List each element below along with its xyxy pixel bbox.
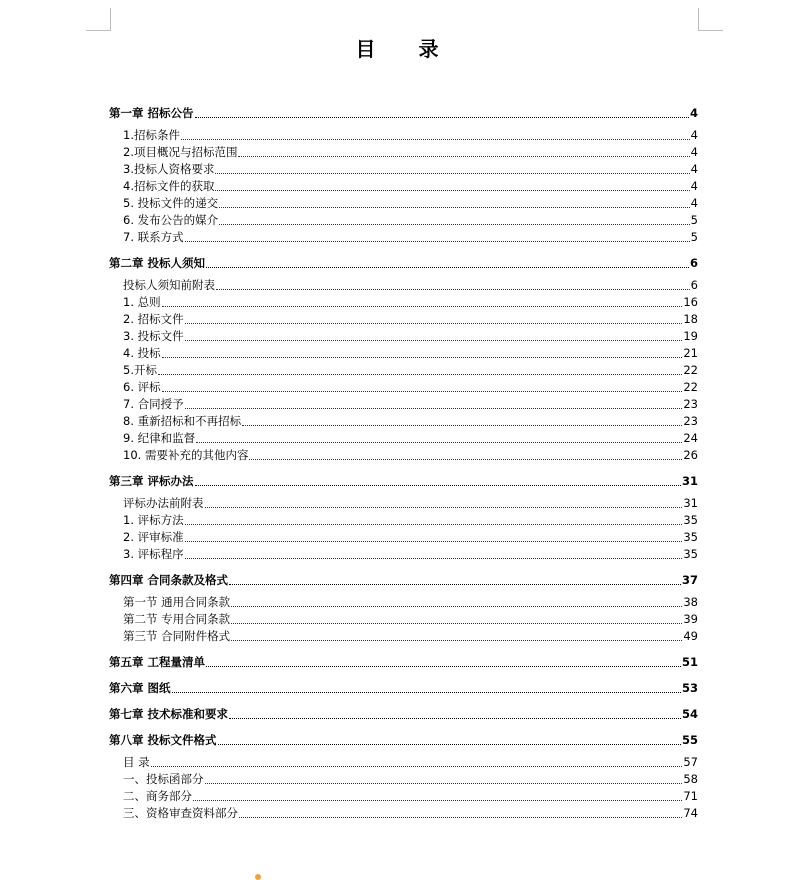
toc-page-number: 38 <box>683 595 698 609</box>
toc-page-number: 39 <box>683 612 698 626</box>
toc-entry-label: 5.开标 <box>123 363 157 377</box>
toc-page-number: 24 <box>683 431 698 445</box>
toc-entry-label: 第三章 评标办法 <box>109 474 194 488</box>
toc-page-number: 4 <box>690 179 698 193</box>
toc-section-row[interactable] <box>109 787 698 804</box>
toc-entry-label: 投标人须知前附表 <box>123 278 215 292</box>
toc-section-row[interactable] <box>109 327 698 344</box>
dot-leader <box>206 666 681 667</box>
toc-entry-label: 9. 纪律和监督 <box>123 431 196 445</box>
page-corner-mark-right <box>698 8 723 31</box>
dot-leader <box>218 744 681 745</box>
dot-leader <box>205 507 683 508</box>
dot-leader <box>195 485 681 486</box>
toc-entry-label: 2. 评审标准 <box>123 530 184 544</box>
dot-leader <box>185 323 683 324</box>
toc-page-number: 35 <box>683 547 698 561</box>
toc-page-number: 6 <box>689 256 698 270</box>
toc-page-number: 26 <box>683 448 698 462</box>
cursor-dot-icon <box>255 874 261 880</box>
toc-chapter-row[interactable] <box>109 571 698 588</box>
toc-entry-label: 2.项目概况与招标范围 <box>123 145 238 159</box>
toc-entry-label: 1.招标条件 <box>123 128 180 142</box>
toc-page-number: 23 <box>683 397 698 411</box>
toc-page-number: 53 <box>681 681 698 695</box>
toc-entry-label: 1. 总则 <box>123 295 161 309</box>
toc-page-number: 31 <box>681 474 698 488</box>
toc-page-number: 74 <box>683 806 698 820</box>
toc-entry-label: 第二章 投标人须知 <box>109 256 206 270</box>
toc-page-number: 16 <box>683 295 698 309</box>
dot-leader <box>162 306 683 307</box>
toc-entry-label: 二、商务部分 <box>123 789 192 803</box>
toc-entry-label: 第八章 投标文件格式 <box>109 733 217 747</box>
toc-entry-label: 三、资格审查资料部分 <box>123 806 238 820</box>
toc-entry-label: 1. 评标方法 <box>123 513 184 527</box>
toc-entry-label: 第二节 专用合同条款 <box>123 612 231 626</box>
toc-section-row[interactable] <box>109 545 698 562</box>
dot-leader <box>185 408 683 409</box>
toc-section-row[interactable] <box>109 804 698 821</box>
dot-leader <box>231 623 682 624</box>
dot-leader <box>158 374 682 375</box>
toc-section-row[interactable] <box>109 528 698 545</box>
toc-page-number: 6 <box>690 278 698 292</box>
toc-page-number: 51 <box>681 655 698 669</box>
table-of-contents <box>109 104 698 821</box>
toc-chapter-row[interactable] <box>109 104 698 121</box>
toc-page-number: 55 <box>681 733 698 747</box>
dot-leader <box>181 139 690 140</box>
toc-entry-label: 第四章 合同条款及格式 <box>109 573 229 587</box>
toc-chapter-row[interactable] <box>109 254 698 271</box>
toc-chapter-row[interactable] <box>109 653 698 670</box>
toc-entry-label: 7. 联系方式 <box>123 230 184 244</box>
toc-section-row[interactable] <box>109 378 698 395</box>
dot-leader <box>219 207 690 208</box>
toc-page-number: 54 <box>681 707 698 721</box>
toc-entry-label: 5. 投标文件的递交 <box>123 196 219 210</box>
toc-page-number: 31 <box>683 496 698 510</box>
dot-leader <box>215 190 689 191</box>
dot-leader <box>196 442 682 443</box>
toc-section-row[interactable] <box>109 610 698 627</box>
toc-entry-label: 第六章 图纸 <box>109 681 171 695</box>
toc-page-number: 23 <box>683 414 698 428</box>
toc-section-row[interactable] <box>109 494 698 511</box>
toc-section-row[interactable] <box>109 627 698 644</box>
toc-section-row[interactable] <box>109 143 698 160</box>
dot-leader <box>249 459 682 460</box>
toc-chapter-row[interactable] <box>109 705 698 722</box>
toc-entry-label: 4.招标文件的获取 <box>123 179 215 193</box>
toc-page-number: 4 <box>690 162 698 176</box>
toc-section-row[interactable] <box>109 753 698 770</box>
dot-leader <box>205 783 683 784</box>
toc-entry-label: 评标办法前附表 <box>123 496 204 510</box>
toc-section-row[interactable] <box>109 194 698 211</box>
toc-entry-label: 2. 招标文件 <box>123 312 184 326</box>
toc-entry-label: 第一章 招标公告 <box>109 106 194 120</box>
toc-section-row[interactable] <box>109 211 698 228</box>
toc-section-row[interactable] <box>109 293 698 310</box>
toc-entry-label: 第五章 工程量清单 <box>109 655 206 669</box>
dot-leader <box>231 606 682 607</box>
dot-leader <box>185 340 683 341</box>
toc-section-row[interactable] <box>109 770 698 787</box>
toc-page-number: 4 <box>690 196 698 210</box>
toc-section-row[interactable] <box>109 160 698 177</box>
dot-leader <box>162 357 683 358</box>
toc-page-number: 4 <box>690 145 698 159</box>
toc-section-row[interactable] <box>109 344 698 361</box>
toc-section-row[interactable] <box>109 593 698 610</box>
toc-page-number: 71 <box>683 789 698 803</box>
toc-page-number: 21 <box>683 346 698 360</box>
toc-entry-label: 3. 评标程序 <box>123 547 184 561</box>
toc-chapter-row[interactable] <box>109 679 698 696</box>
dot-leader <box>239 817 682 818</box>
toc-entry-label: 10. 需要补充的其他内容 <box>123 448 249 462</box>
toc-entry-label: 目 录 <box>123 755 150 769</box>
dot-leader <box>151 766 683 767</box>
dot-leader <box>219 224 690 225</box>
toc-entry-label: 6. 评标 <box>123 380 161 394</box>
toc-page-number: 57 <box>683 755 698 769</box>
toc-entry-label: 4. 投标 <box>123 346 161 360</box>
toc-page-number: 22 <box>683 380 698 394</box>
dot-leader <box>162 391 683 392</box>
toc-chapter-row[interactable] <box>109 472 698 489</box>
toc-section-row[interactable] <box>109 361 698 378</box>
toc-entry-label: 3.投标人资格要求 <box>123 162 215 176</box>
dot-leader <box>185 524 683 525</box>
toc-page-number: 37 <box>681 573 698 587</box>
toc-page-number: 58 <box>683 772 698 786</box>
toc-section-row[interactable] <box>109 446 698 463</box>
toc-section-row[interactable] <box>109 276 698 293</box>
dot-leader <box>185 241 690 242</box>
toc-page-number: 4 <box>690 128 698 142</box>
toc-title: 目 录 <box>355 37 457 61</box>
toc-entry-label: 一、投标函部分 <box>123 772 204 786</box>
toc-page-number: 5 <box>690 230 698 244</box>
dot-leader <box>216 289 690 290</box>
toc-section-row[interactable] <box>109 126 698 143</box>
toc-entry-label: 第三节 合同附件格式 <box>123 629 231 643</box>
dot-leader <box>206 267 689 268</box>
toc-page-number: 49 <box>683 629 698 643</box>
dot-leader <box>229 584 681 585</box>
dot-leader <box>229 718 681 719</box>
page-corner-mark-left <box>86 8 111 31</box>
dot-leader <box>215 173 689 174</box>
toc-section-row[interactable] <box>109 429 698 446</box>
dot-leader <box>231 640 682 641</box>
toc-entry-label: 第一节 通用合同条款 <box>123 595 231 609</box>
toc-entry-label: 8. 重新招标和不再招标 <box>123 414 242 428</box>
toc-page-number: 35 <box>683 513 698 527</box>
toc-section-row[interactable] <box>109 310 698 327</box>
toc-entry-label: 7. 合同授予 <box>123 397 184 411</box>
toc-entry-label: 3. 投标文件 <box>123 329 184 343</box>
toc-page-number: 35 <box>683 530 698 544</box>
dot-leader <box>185 558 683 559</box>
toc-page-number: 19 <box>683 329 698 343</box>
dot-leader <box>193 800 682 801</box>
dot-leader <box>238 156 689 157</box>
dot-leader <box>172 692 681 693</box>
toc-page-number: 18 <box>683 312 698 326</box>
toc-entry-label: 第七章 技术标准和要求 <box>109 707 229 721</box>
dot-leader <box>185 541 683 542</box>
toc-section-row[interactable] <box>109 395 698 412</box>
toc-entry-label: 6. 发布公告的媒介 <box>123 213 219 227</box>
toc-section-row[interactable] <box>109 177 698 194</box>
toc-section-row[interactable] <box>109 511 698 528</box>
toc-page-number: 22 <box>683 363 698 377</box>
toc-section-row[interactable] <box>109 412 698 429</box>
dot-leader <box>195 117 689 118</box>
toc-section-row[interactable] <box>109 228 698 245</box>
dot-leader <box>242 425 682 426</box>
toc-page-number: 4 <box>689 106 698 120</box>
toc-page-number: 5 <box>690 213 698 227</box>
toc-chapter-row[interactable] <box>109 731 698 748</box>
